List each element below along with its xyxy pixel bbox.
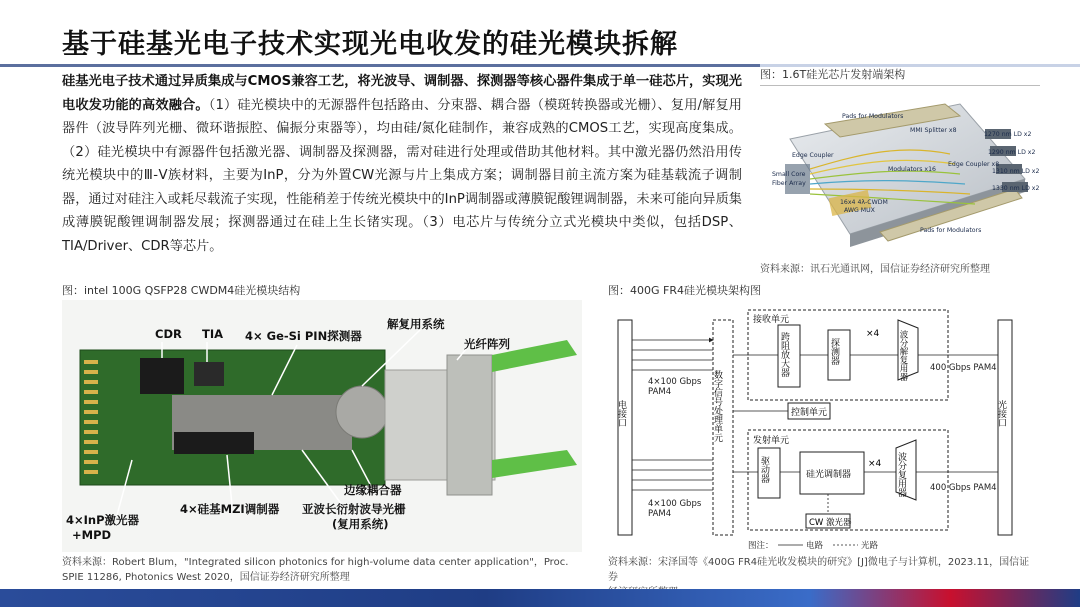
fig3-label-modulator: 硅光调制器: [806, 470, 852, 480]
fig3-label-dsp: 数字信号处理单元: [712, 370, 722, 442]
fig3-label-mux: 波分复用器: [896, 452, 906, 497]
fig3-label-rx-out: 400 Gbps PAM4: [930, 363, 997, 373]
fig2-label-edge: 边缘耦合器: [344, 483, 402, 497]
fig3-label-driver: 驱动器: [759, 456, 769, 483]
fig3-optical-port: [998, 320, 1012, 535]
fig1-caption: 图：1.6T硅光芯片发射端架构: [760, 66, 1040, 86]
fig1-label-pads-bottom: Pads for Modulators: [920, 227, 982, 234]
fig1-label-pads-top: Pads for Modulators: [842, 113, 904, 120]
fig2-source-line2: SPIE 11286, Photonics West 2020，国信证券经济研究所整理: [62, 572, 350, 583]
page-title: 基于硅基光电子技术实现光电收发的硅光模块拆解: [62, 29, 678, 60]
fig2-label-grating1: 亚波长衍射波导光栅: [302, 502, 406, 516]
fig1-label-edge-coupler-left: Edge Coupler: [792, 152, 834, 159]
fig3-source-line1: 资料来源：宋泽国等《400G FR4硅光收发模块的研究》[J]微电子与计算机，2023.11，国信证券: [608, 557, 1030, 583]
fig2-label-cdr: CDR: [155, 327, 182, 341]
fig1-label-modulators: Modulators x16: [888, 166, 936, 173]
fig3-label-x4-top: ×4: [866, 329, 880, 339]
fig3-label-x4-bottom: ×4: [868, 459, 882, 469]
fig1-source: 资料来源：讯石光通讯网，国信证券经济研究所整理: [760, 264, 990, 275]
fig1-edge-coupler-block: [785, 164, 810, 194]
fig3-label-cw: CW 激光器: [809, 518, 852, 528]
fig1-chip-diagram: [770, 84, 1045, 264]
fig3-label-demux: 波分解复用器: [898, 330, 908, 381]
fig3-label-control: 控制单元: [791, 408, 828, 418]
fig3-label-tx-unit: 发射单元: [753, 436, 790, 446]
fig3-label-tx-out: 400 Gbps PAM4: [930, 483, 997, 493]
fig3-legend-elec: 电路: [806, 541, 824, 551]
fig3-electrical-port: [618, 320, 632, 535]
fig2-cdr-chip: [140, 358, 184, 394]
fig3-label-detector: 探测器: [829, 338, 839, 365]
fig3-label-rx-gbps: 4×100 Gbps: [648, 377, 702, 387]
fig3-label-optical-port: 光接口: [996, 400, 1006, 427]
fig3-label-rx-pam: PAM4: [648, 387, 672, 397]
fig2-label-fiber: 光纤阵列: [464, 337, 510, 351]
fig2-label-demux: 解复用系统: [387, 317, 445, 331]
fig2-source: [62, 555, 592, 585]
fig2-source-line1: 资料来源：Robert Blum，"Integrated silicon photonics for high-volume data center application"，Proc.: [62, 557, 569, 568]
fig1-label-small-core: Small Core: [772, 171, 806, 178]
fig3-label-electrical-port: 电接口: [616, 400, 626, 427]
fig2-driver-chip: [174, 432, 254, 454]
fig3-legend-opt: 光路: [861, 541, 879, 551]
fig2-label-grating2: (复用系统): [332, 517, 389, 531]
fig1-label-fiber-array: Fiber Array: [772, 180, 806, 187]
fig3-architecture-diagram: [608, 300, 1028, 552]
fig3-label-tx-gbps: 4×100 Gbps: [648, 499, 702, 509]
fig2-label-pin: 4× Ge-Si PIN探测器: [245, 329, 362, 343]
fig1-label-mmi: MMI Splitter x8: [910, 127, 957, 134]
footer-bar: [0, 589, 1080, 607]
body-lead: 硅基光电子技术通过异质集成与CMOS兼容工艺，将光波导、调制器、探测器等核心器件集成于单一硅芯片，实现光电收发功能的高效融合。: [62, 74, 742, 113]
fig2-label-laser2: +MPD: [72, 528, 112, 542]
fig1-label-ld1: 1270 nm LD x2: [984, 131, 1032, 138]
fig2-fiber-connector: [447, 355, 492, 495]
fig1-label-ld2: 1290 nm LD x2: [988, 149, 1036, 156]
fig2-tia-chip: [194, 362, 224, 386]
fig3-legend-prefix: 图注：: [748, 541, 774, 551]
fig3-label-tx-pam: PAM4: [648, 509, 672, 519]
fig1-label-awg2: AWG MUX: [844, 207, 875, 214]
fig1-label-ld3: 1310 nm LD x2: [992, 168, 1040, 175]
fig3-label-rx-unit: 接收单元: [753, 315, 790, 325]
body-rest: （1）硅光模块中的无源器件包括路由、分束器、耦合器（模斑转换器或光栅）、复用/解复用器件（波导阵列光栅、微环谐振腔、偏振分束器等），均由硅/氮化硅制作，兼容成熟的CMOS工艺，实现高度集成。（2）硅光模块中有源器件包括激光器、调制器及探测器，需对硅进行处理或借助其他材料。其中激光器仍然沿用传统光模块中的Ⅲ-Ⅴ族材料，主要为InP，分为外置CW光源与片上集成方案；调制器目前主流方案为硅基载流子调制器，通过对硅注入或耗尽载流子实现，性能稍差于传统光模块中的InP调制器或薄膜铌酸锂调制器，未来可能向异质集成薄膜铌酸锂调制器发展；探测器通过在硅上生长锗实现。（3）电芯片与传统分立式光模块中类似，包括DSP、TIA/Driver、CDR等芯片。: [62, 97, 742, 254]
body-paragraph: [62, 70, 742, 258]
fig1-label-ld4: 1330 nm LD x2: [992, 185, 1040, 192]
fig1-label-awg1: 16x4 4λ-CWDM: [840, 199, 888, 206]
fig2-label-laser1: 4×InP激光器: [66, 513, 140, 527]
fig2-lens: [336, 386, 388, 438]
fig3-label-tia: 跨阻放大器: [779, 332, 789, 377]
title-rule-accent: [0, 64, 760, 67]
fig3-caption: 图：400G FR4硅光模块架构图: [608, 282, 1028, 302]
fig2-label-mzi: 4×硅基MZI调制器: [180, 502, 280, 516]
fig2-label-tia: TIA: [202, 327, 224, 341]
fig2-module-photo: [62, 300, 582, 552]
fig1-label-edge-coupler-right: Edge Coupler x8: [948, 161, 1000, 168]
fig2-caption: 图：intel 100G QSFP28 CWDM4硅光模块结构: [62, 282, 582, 302]
